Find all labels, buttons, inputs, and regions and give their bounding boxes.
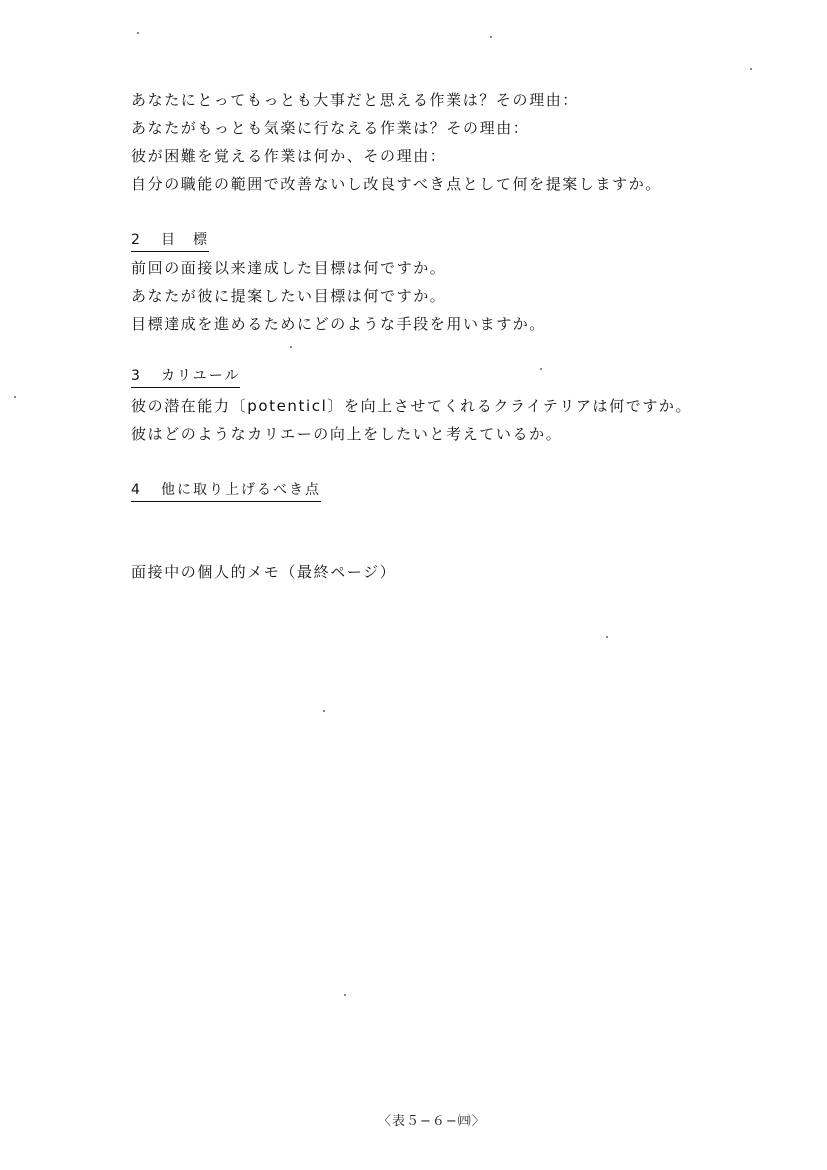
section-number: 4 bbox=[131, 482, 142, 498]
question-line: 彼はどのようなカリエーの向上をしたいと考えているか。 bbox=[131, 425, 563, 443]
section-heading-goals bbox=[131, 230, 209, 252]
question-line: 彼が困難を覚える作業は何か、その理由： bbox=[131, 147, 447, 165]
section-heading-other bbox=[131, 480, 321, 502]
scan-speck bbox=[490, 36, 492, 38]
page-footer-label: 〈表５−６−㈣〉 bbox=[378, 1114, 486, 1129]
memo-label: 面接中の個人的メモ（最終ページ） bbox=[131, 563, 397, 581]
question-line: 自分の職能の範囲で改善ないし改良すべき点として何を提案しますか。 bbox=[131, 175, 662, 193]
scan-speck bbox=[323, 710, 325, 712]
scan-speck bbox=[750, 68, 752, 70]
question-line: 目標達成を進めるためにどのような手段を用いますか。 bbox=[131, 315, 547, 333]
question-line: あなたがもっとも気楽に行なえる作業は？その理由： bbox=[131, 119, 530, 137]
question-line: あなたにとってもっとも大事だと思える作業は？その理由： bbox=[131, 91, 579, 109]
scan-speck bbox=[540, 368, 542, 370]
section-heading-career bbox=[131, 366, 240, 388]
question-line: 彼の潜在能力〔potenticl〕を向上させてくれるクライテリアは何ですか。 bbox=[131, 397, 693, 415]
scan-speck bbox=[606, 636, 608, 638]
section-number: 2 bbox=[131, 232, 142, 248]
scan-speck bbox=[14, 396, 16, 398]
scan-speck bbox=[137, 32, 139, 34]
section-title: 他に取り上げるべき点 bbox=[161, 482, 321, 498]
question-line: あなたが彼に提案したい目標は何ですか。 bbox=[131, 287, 447, 305]
section-number: 3 bbox=[131, 368, 142, 384]
scan-speck bbox=[290, 346, 292, 348]
scan-speck bbox=[344, 994, 346, 996]
section-title: カリユール bbox=[161, 368, 241, 384]
question-line: 前回の面接以来達成した目標は何ですか。 bbox=[131, 259, 447, 277]
section-title: 目 標 bbox=[161, 232, 209, 248]
